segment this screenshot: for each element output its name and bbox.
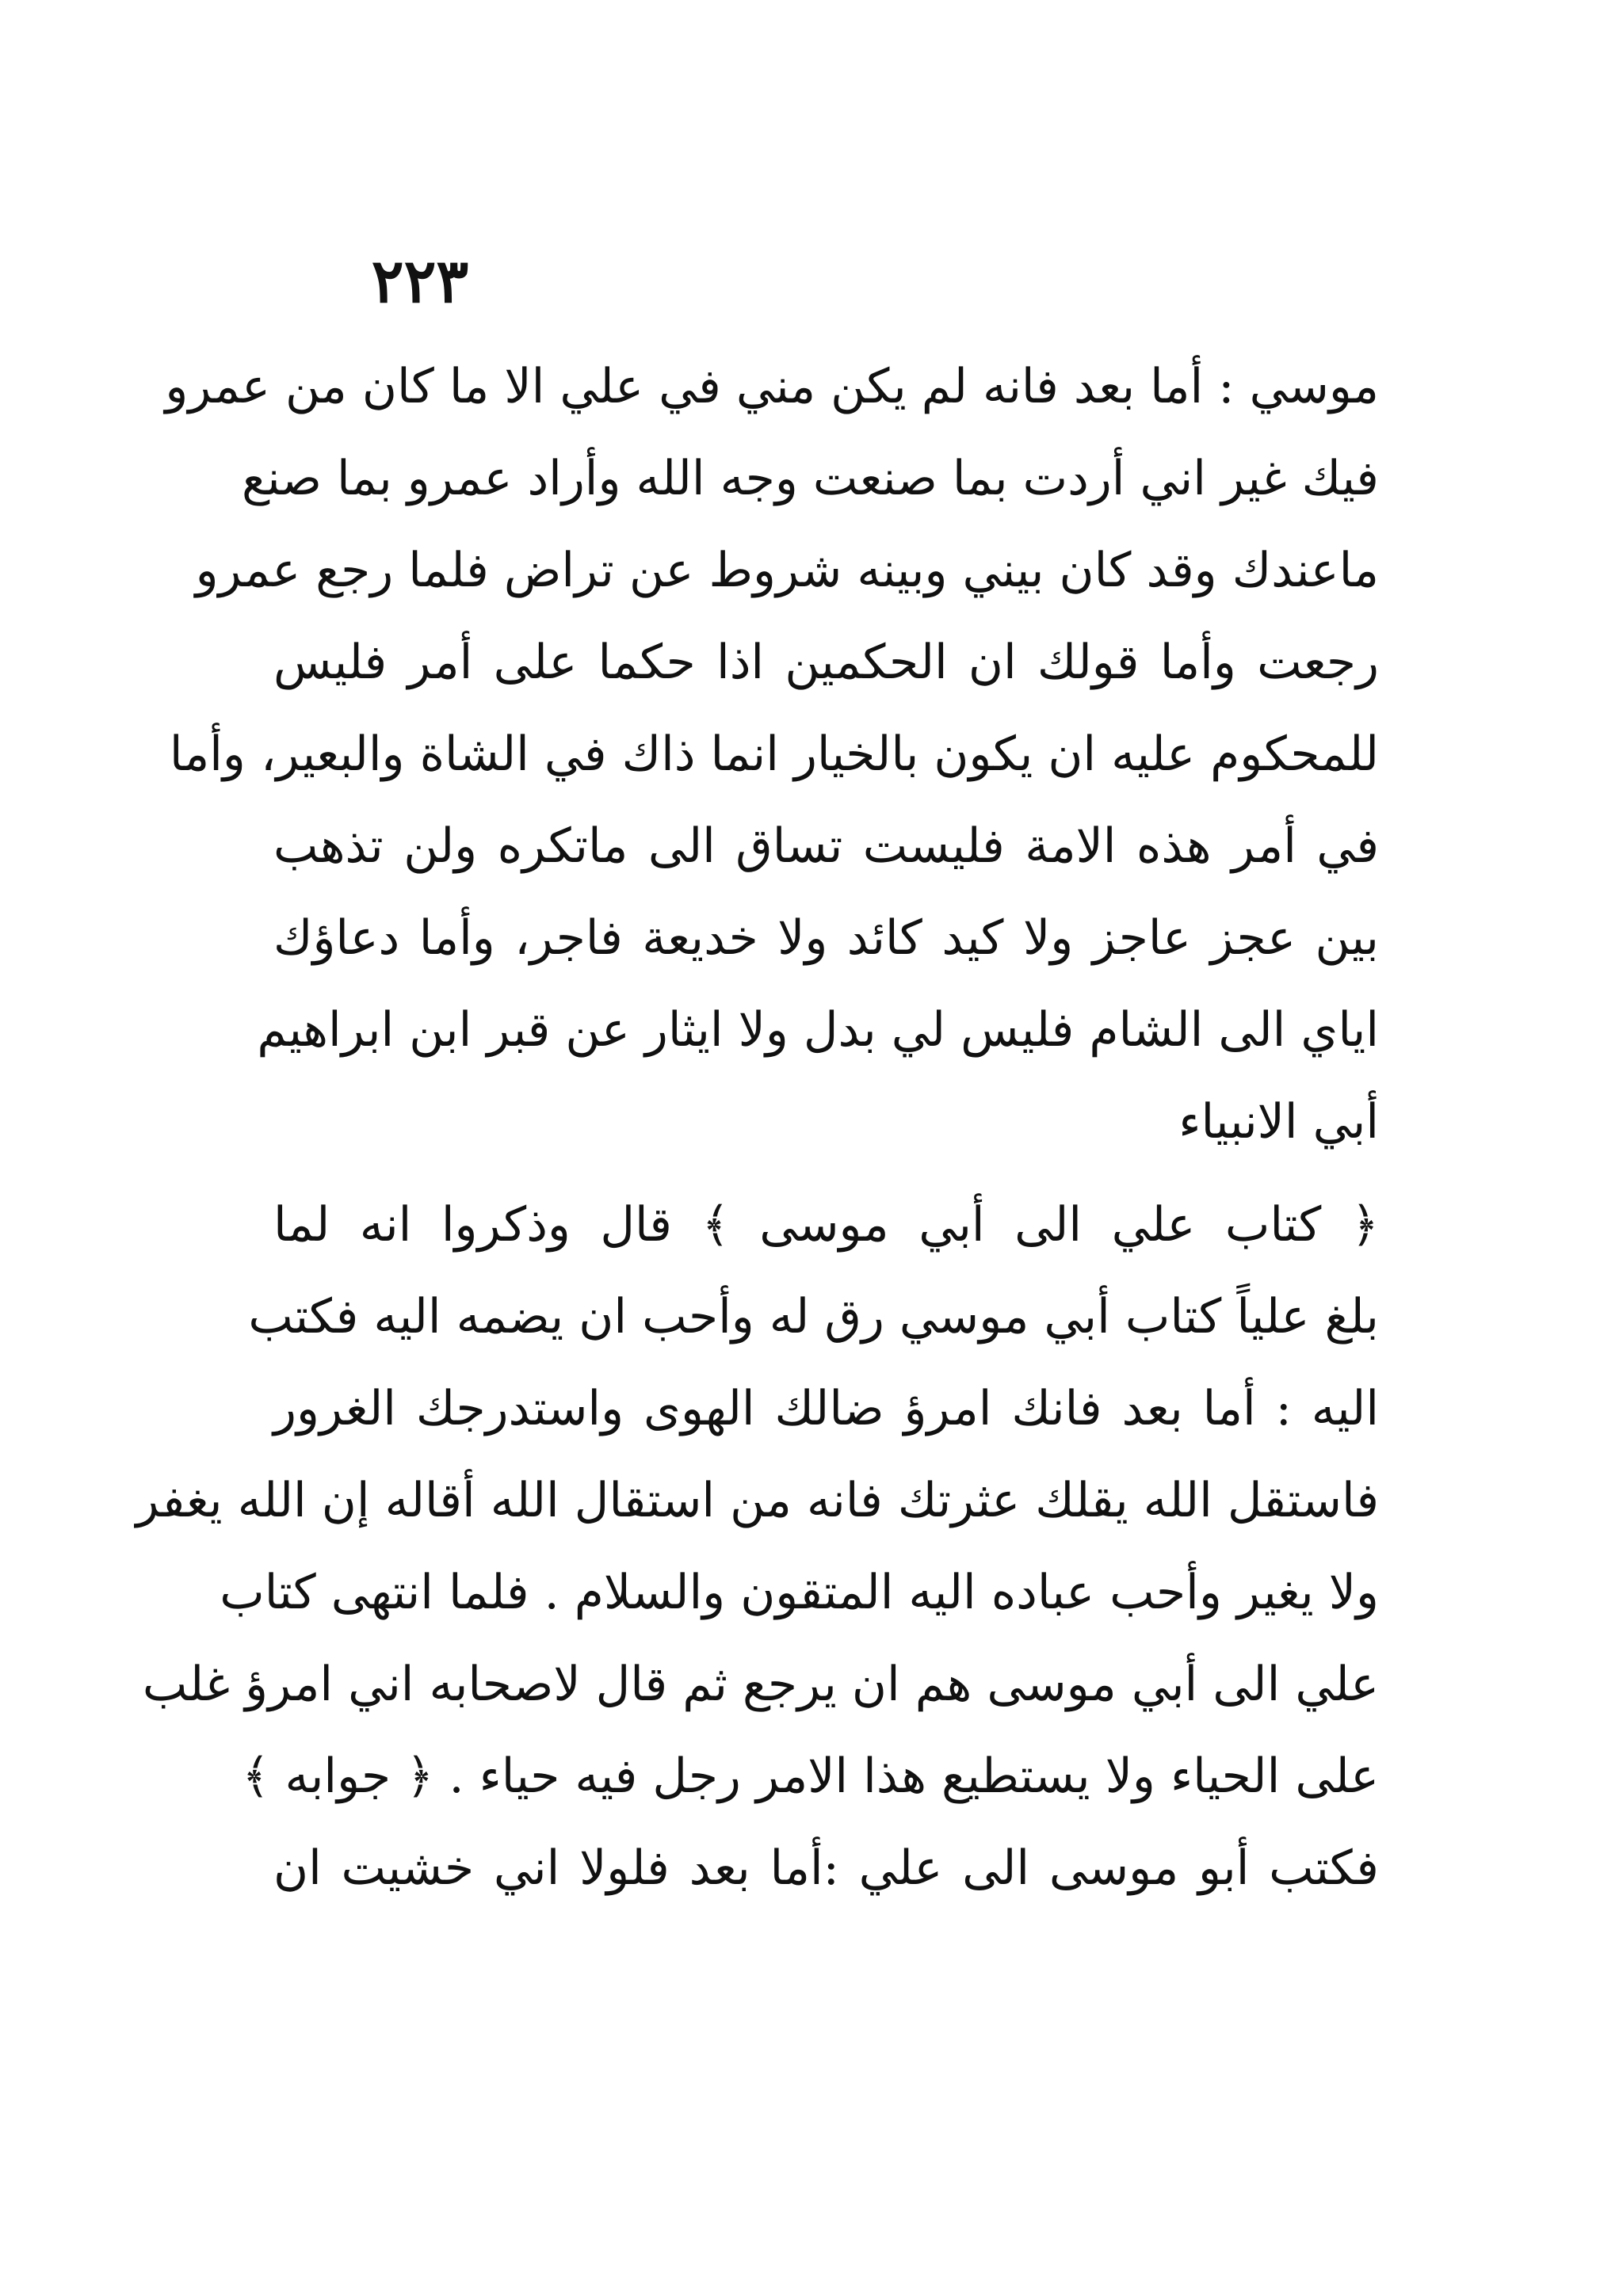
text-line: ولا يغير وأحب عباده اليه المتقون والسلام . فلما انتهى كتاب [220,1565,1379,1620]
text-line: في أمر هذه الامة فليست تساق الى ماتكره ولن تذهب [273,818,1379,874]
text-line: بلغ علياً كتاب أبي موسي رق له وأحب ان يضمه اليه فكتب [248,1289,1379,1344]
text-line: اليه : أما بعد فانك امرؤ ضالك الهوى واستدرجك الغرور [273,1381,1379,1436]
text-line: فكتب أبو موسى الى علي :أما بعد فلولا اني خشيت ان [273,1840,1379,1896]
text-line: موسي : أما بعد فانه لم يكن مني في علي الا ما كان من عمرو [165,359,1379,414]
text-line: ماعندك وقد كان بيني وبينه شروط عن تراض فلما رجع عمرو [195,543,1379,598]
text-line: علي الى أبي موسى هم ان يرجع ثم قال لاصحابه اني امرؤ غلب [142,1657,1379,1712]
section-heading-line: ﴿ كتاب علي الى أبي موسى ﴾ قال وذكروا انه لما [273,1197,1379,1253]
text-line: للمحكوم عليه ان يكون بالخيار انما ذاك في الشاة والبعير، وأما [169,727,1379,782]
body-text [136,341,1379,1914]
page-number: ٢٢٣ [371,246,469,316]
text-line: رجعت وأما قولك ان الحكمين اذا حكما على أمر فليس [273,635,1379,690]
text-line: بين عجز عاجز ولا كيد كائد ولا خديعة فاجر، وأما دعاؤك [273,910,1379,966]
paragraph-end-line: أبي الانبياء [1178,1094,1379,1150]
text-line: فيك غير اني أردت بما صنعت وجه الله وأراد عمرو بما صنع [242,451,1379,506]
text-line: على الحياء ولا يستطيع هذا الامر رجل فيه حياء . ﴿ جوابه ﴾ [242,1749,1379,1804]
text-line: اياي الى الشام فليس لي بدل ولا ايثار عن قبر ابن ابراهيم [257,1002,1379,1058]
text-line: فاستقل الله يقلك عثرتك فانه من استقال الله أقاله إن الله يغفر [136,1473,1379,1528]
